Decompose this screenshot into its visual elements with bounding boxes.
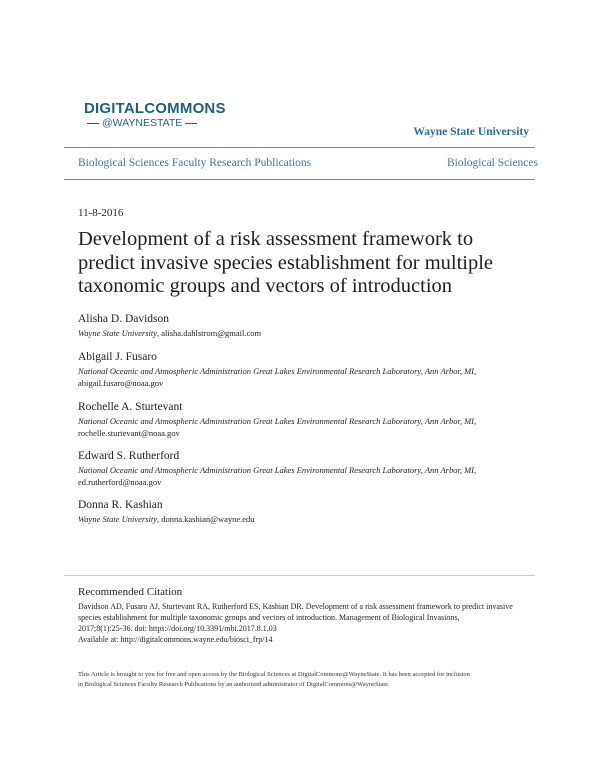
author-affiliation bbox=[78, 465, 528, 488]
logo-dash-right bbox=[185, 123, 197, 124]
author-entry bbox=[78, 350, 528, 389]
repository-logo[interactable] bbox=[84, 100, 234, 130]
collection-link[interactable]: Biological Sciences Faculty Research Publications bbox=[78, 157, 312, 169]
logo-dash-left bbox=[87, 123, 99, 124]
header-divider-bottom bbox=[64, 179, 535, 180]
department-link[interactable]: Biological Sciences bbox=[446, 157, 538, 169]
access-notice-line: This Article is brought to you for free and open access by the Biological Sciences at DigitalCommons@WayneState. It has been accepted for inclusion bbox=[78, 671, 470, 678]
citation-line: Davidson AD, Fusaro AJ, Sturtevant RA, Rutherford ES, Kashian DR. Development of a risk assessment framework to predict invasive bbox=[78, 602, 513, 611]
affiliation-text: National Oceanic and Atmospheric Administration Great Lakes Environmental Research Laboratory, Ann Arbor, MI, bbox=[78, 416, 477, 426]
citation-body bbox=[78, 601, 518, 645]
author-email[interactable]: abigail.fusaro@noaa.gov bbox=[78, 377, 164, 388]
citation-line[interactable]: 2017;8(1):25-36. doi: https://doi.org/10.3391/mbi.2017.8.1.03 bbox=[78, 624, 277, 633]
article-title: Development of a risk assessment framework to predict invasive species establishment for multiple taxonomic groups and vectors of introduction bbox=[78, 228, 494, 297]
affiliation-text: Wayne State University bbox=[78, 514, 157, 524]
author-name: Edward S. Rutherford bbox=[78, 450, 180, 462]
author-affiliation bbox=[78, 416, 528, 439]
author-affiliation: Wayne State University, alisha.dahlstrom@gmail.com bbox=[78, 328, 262, 338]
affiliation-text: National Oceanic and Atmospheric Administration Great Lakes Environmental Research Laboratory, Ann Arbor, MI, bbox=[78, 465, 477, 475]
access-notice bbox=[78, 670, 528, 690]
logo-subline bbox=[84, 117, 234, 130]
affiliation-text: National Oceanic and Atmospheric Administration Great Lakes Environmental Research Laboratory, Ann Arbor, MI, bbox=[78, 366, 477, 376]
access-notice-line: in Biological Sciences Faculty Research Publications by an authorized administrator of DigitalCommons@WayneState. bbox=[78, 681, 390, 688]
logo-wordmark: DIGITALCOMMONS bbox=[84, 100, 226, 117]
author-name: Rochelle A. Sturtevant bbox=[78, 401, 183, 413]
citation-link[interactable]: Available at: http://digitalcommons.wayne.edu/biosci_frp/14 bbox=[78, 635, 273, 644]
author-affiliation: Wayne State University, donna.kashian@wayne.edu bbox=[78, 514, 255, 524]
author-name: Alisha D. Davidson bbox=[78, 313, 170, 325]
citation-line: species establishment for multiple taxonomic groups and vectors of introduction. Management of Biological Invasions, bbox=[78, 613, 460, 622]
author-email[interactable]: rochelle.sturtevant@noaa.gov bbox=[78, 427, 180, 438]
author-affiliation bbox=[78, 366, 528, 389]
author-name: Abigail J. Fusaro bbox=[78, 351, 157, 363]
header-divider-top bbox=[64, 147, 535, 148]
affiliation-text: Wayne State University bbox=[78, 328, 157, 338]
citation-heading: Recommended Citation bbox=[78, 586, 183, 598]
author-email[interactable]: alisha.dahlstrom@gmail.com bbox=[161, 328, 262, 338]
author-entry bbox=[78, 400, 528, 439]
publication-date: 11-8-2016 bbox=[78, 207, 124, 219]
citation-divider bbox=[64, 575, 535, 576]
university-name: Wayne State University bbox=[413, 126, 529, 138]
author-name: Donna R. Kashian bbox=[78, 499, 163, 511]
author-email[interactable]: donna.kashian@wayne.edu bbox=[161, 514, 255, 524]
author-email[interactable]: ed.rutherford@noaa.gov bbox=[78, 476, 162, 487]
author-entry bbox=[78, 498, 528, 526]
author-entry bbox=[78, 312, 528, 340]
author-entry bbox=[78, 449, 528, 488]
logo-subtext: @WAYNESTATE bbox=[102, 117, 183, 129]
